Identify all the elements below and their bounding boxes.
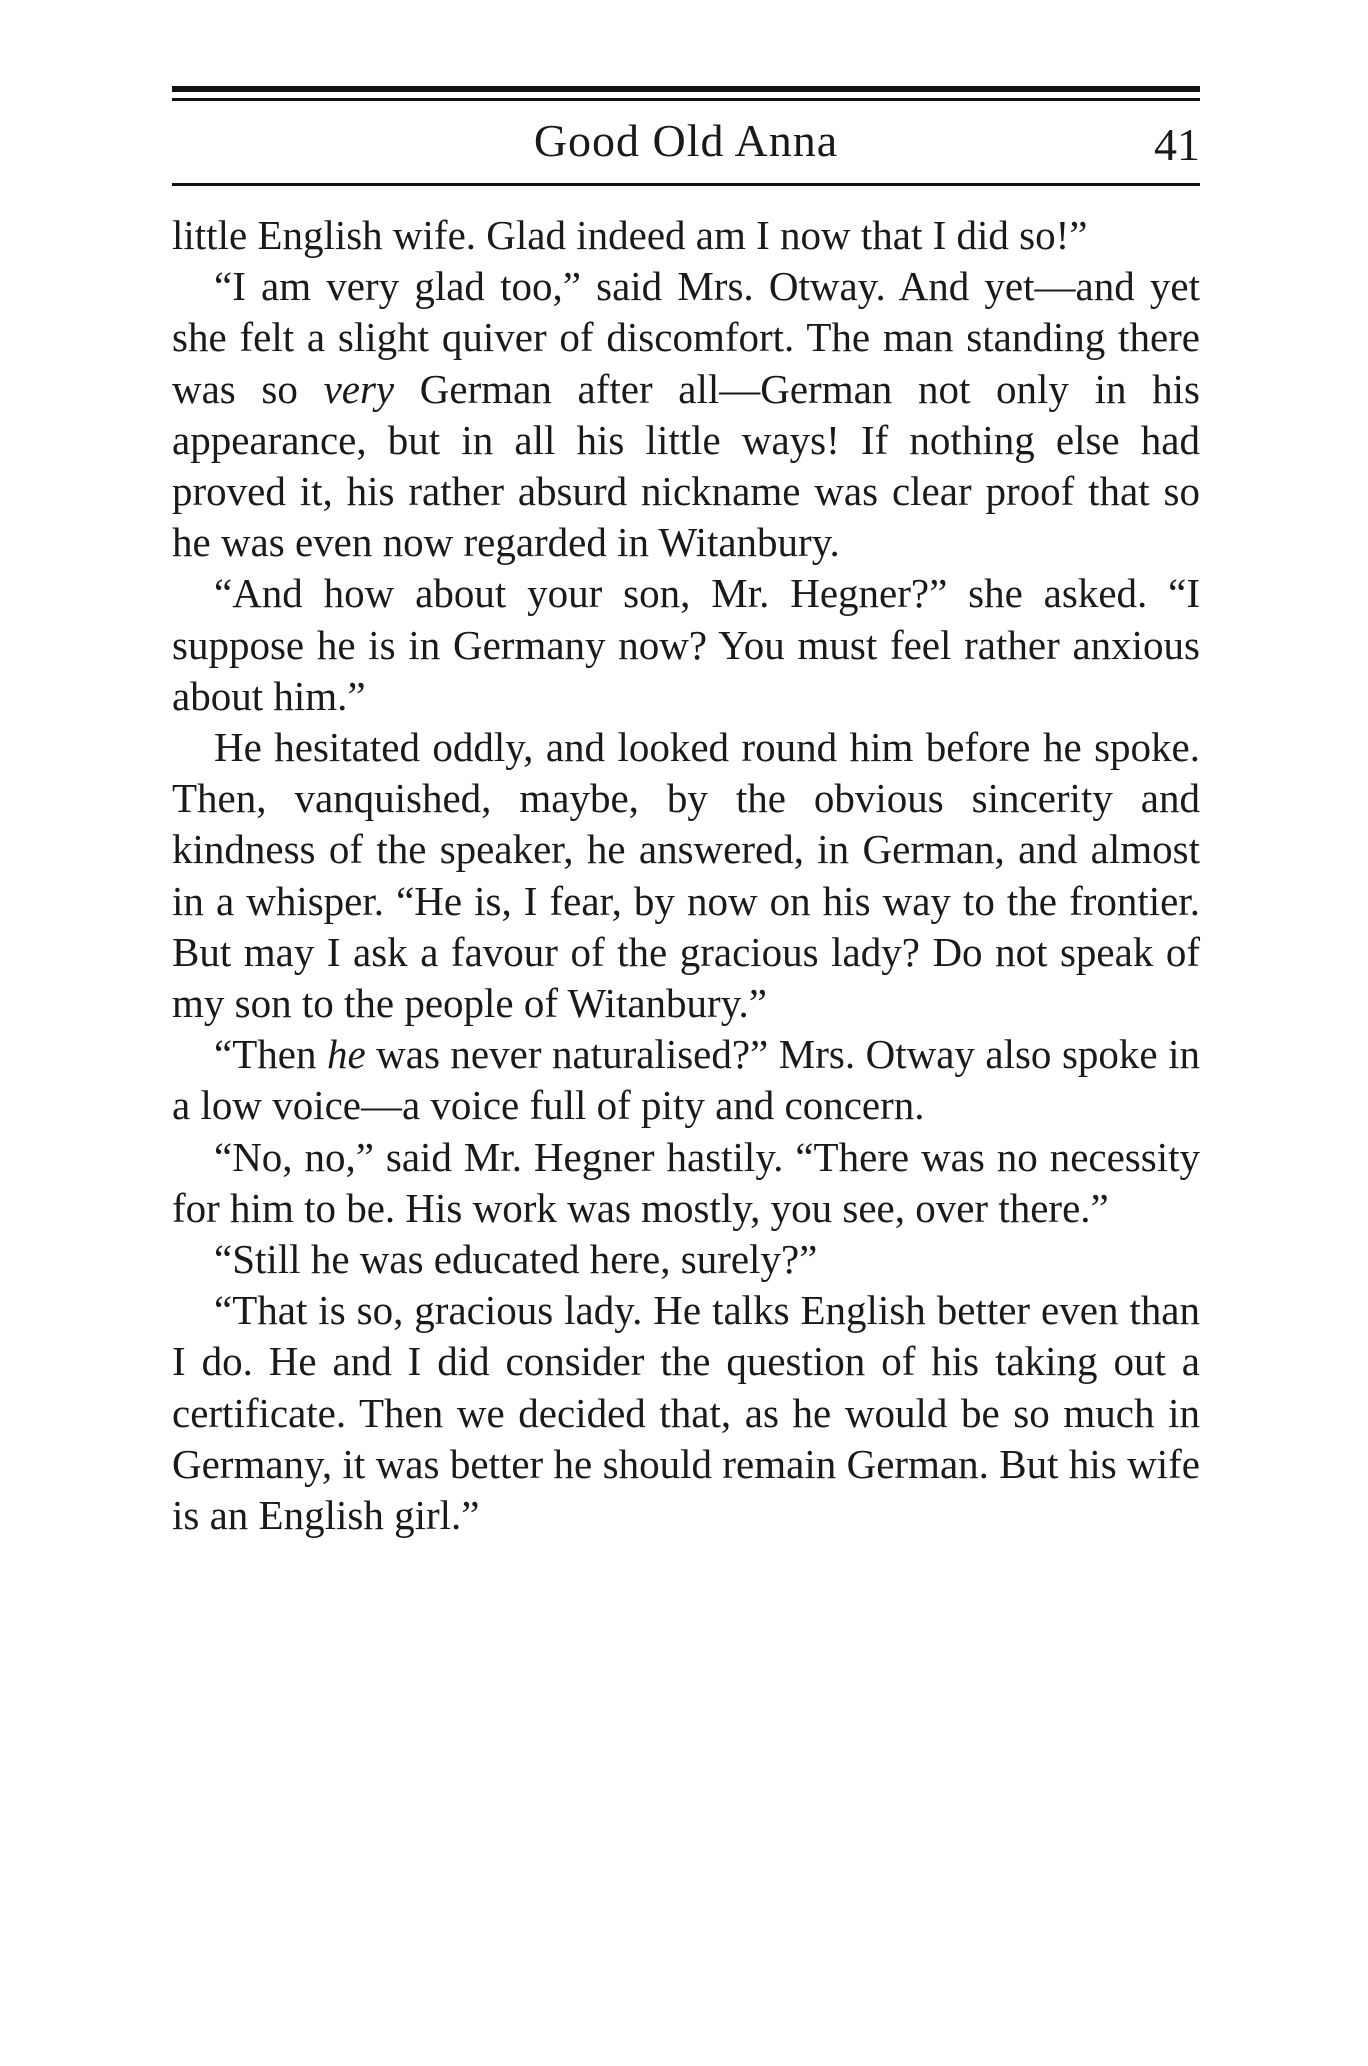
running-title: Good Old Anna [533,115,839,166]
paragraph-text: “And how about your son, Mr. Hegner?” she asked. “I suppose he is in Germany now? You must feel rather anxious about him.” [172,570,1200,719]
paragraph-text: “I am very glad too,” said Mrs. Otway. And yet—and yet she felt a slight quiver of discomfort. The man standing there was so [172,263,1200,412]
paragraph-text: He hesitated oddly, and looked round him before he spoke. Then, vanquished, maybe, by the obvious sincerity and kindness of the speaker, he answered, in German, and almost in a whisper. “He is, I fear, by now on his way to the frontier. But may I ask a favour of the gracious lady? Do not speak of my son to the people of Witanbury.” [172,724,1200,1027]
page-number: 41 [1154,119,1200,170]
paragraph [172,1234,1200,1285]
paragraph-continued [172,210,1200,261]
paragraph-text: “That is so, gracious lady. He talks English better even than I do. He and I did consider the question of his taking out a certificate. Then we decided that, as he would be so much in Germany, it was better he should remain German. But his wife is an English girl.” [172,1287,1200,1539]
paragraph-text-after: was never naturalised?” Mrs. Otway also spoke in a low voice—a voice full of pity and concern. [172,1031,1200,1129]
running-head [172,108,1200,178]
paragraph-text: little English wife. Glad indeed am I now that I did so!” [172,212,1088,258]
italic-emphasis: he [326,1031,366,1078]
paragraph [172,1029,1200,1131]
paragraph-text: “Then [214,1031,327,1078]
page-body [172,210,1200,1541]
header-rule-thin [172,98,1200,101]
paragraph-text: “Still he was educated here, surely?” [214,1236,818,1283]
paragraph-text-after: German after all—German not only in his appearance, but in all his little ways! If nothing else had proved it, his rather absurd nickname was clear proof that so he was even now regarded in Witanbury. [172,365,1200,566]
header-rule-bottom [172,183,1200,186]
paragraph [172,568,1200,722]
paragraph [172,722,1200,1029]
italic-emphasis: very [323,365,395,412]
paragraph [172,261,1200,568]
paragraph-text: “No, no,” said Mr. Hegner hastily. “There was no necessity for him to be. His work was mostly, you see, over there.” [172,1133,1200,1231]
header-rule-thick [172,86,1200,92]
paragraph [172,1285,1200,1541]
paragraph [172,1132,1200,1234]
